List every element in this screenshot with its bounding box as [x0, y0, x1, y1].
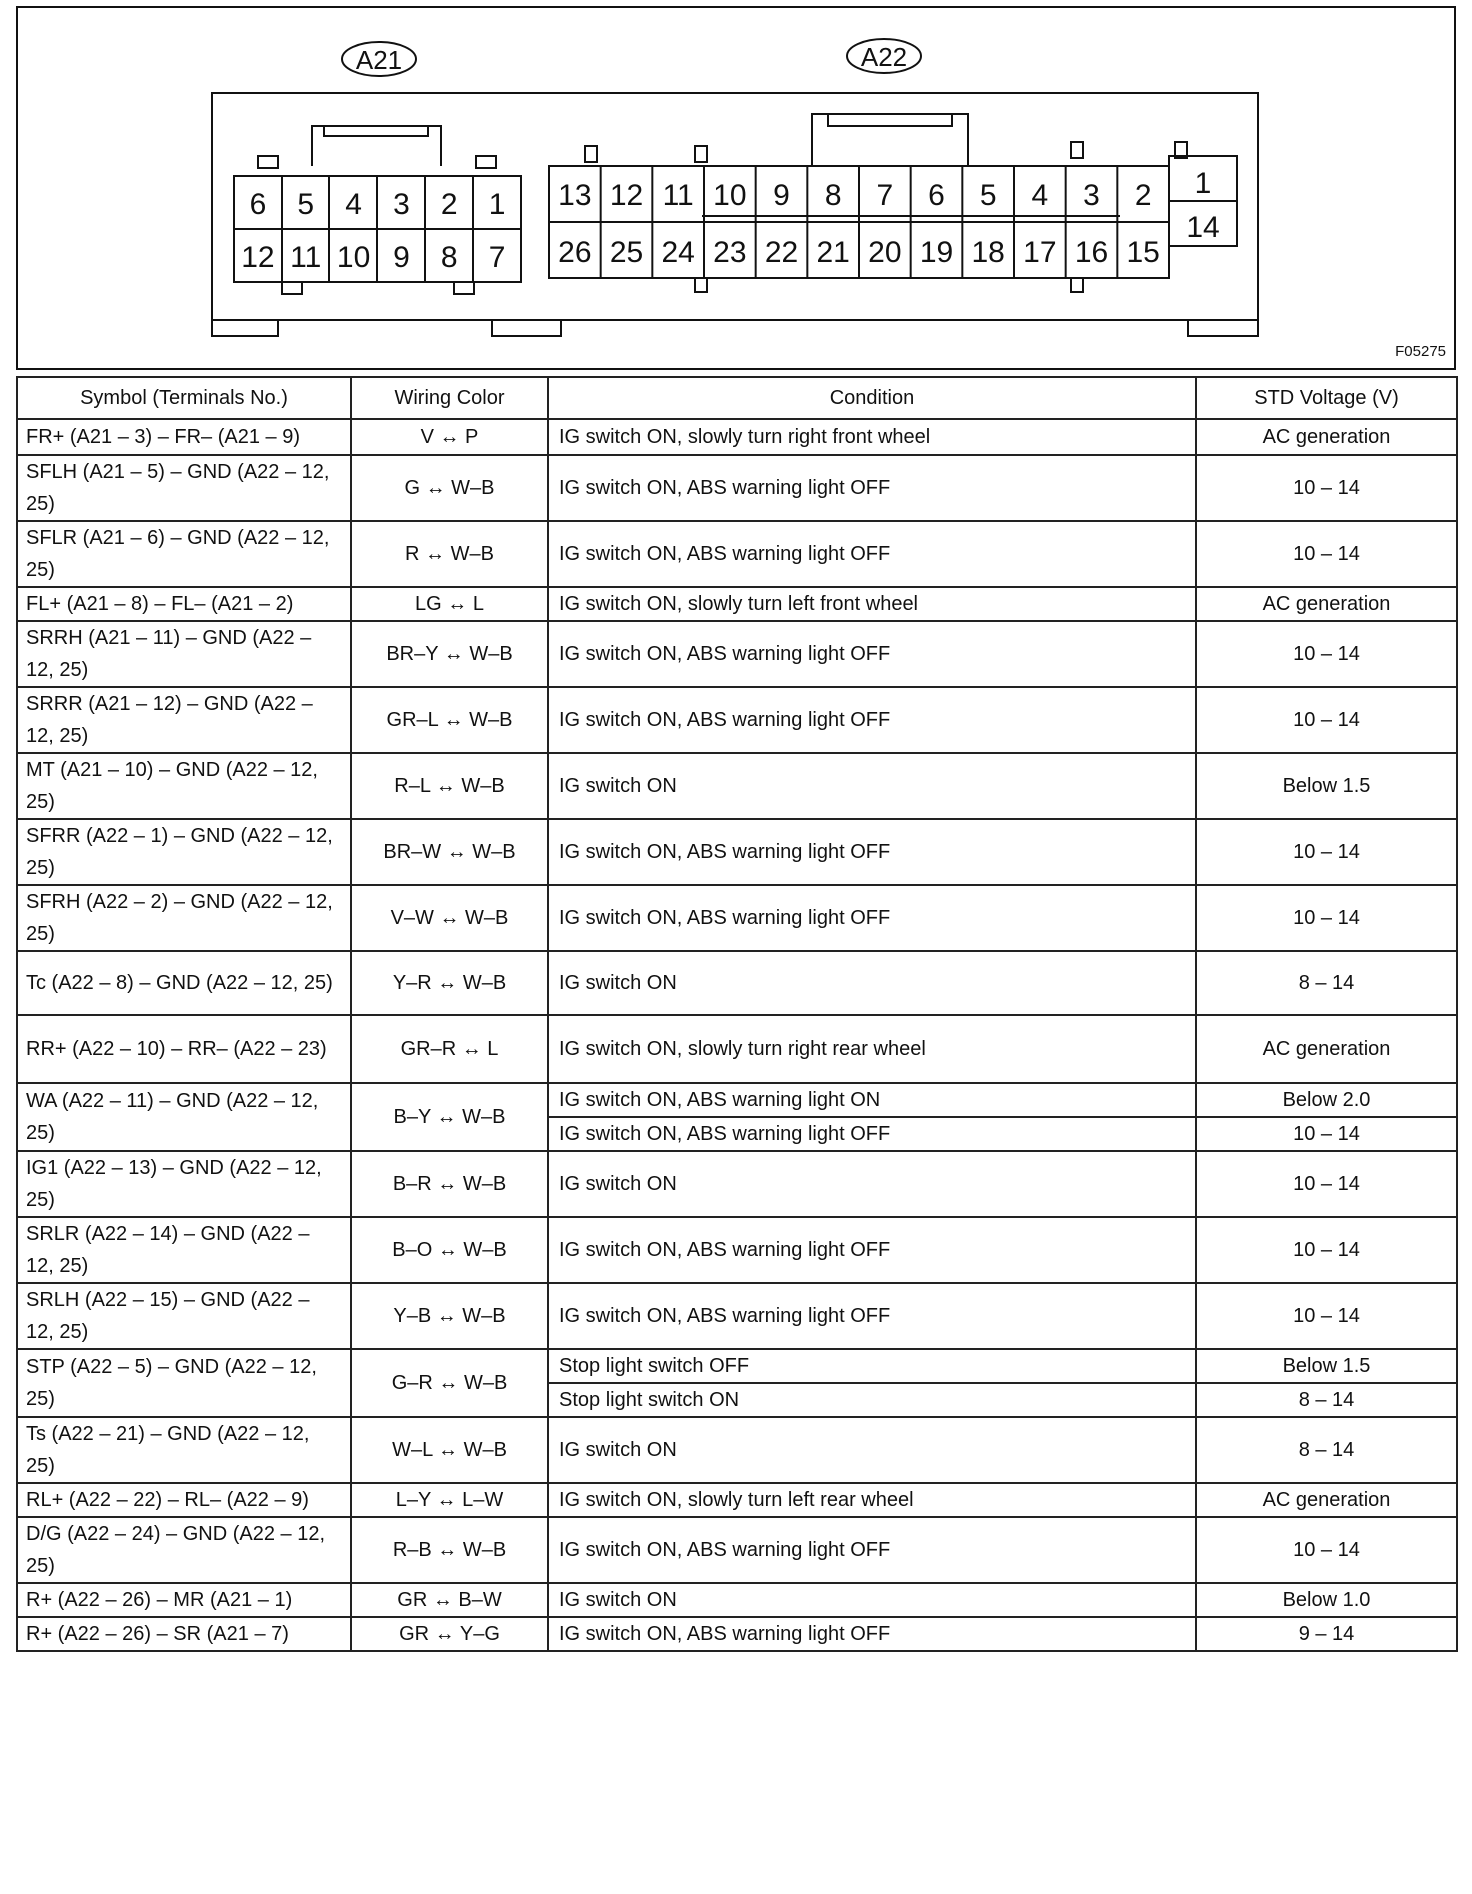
condition-cell: IG switch ON, ABS warning light OFF	[548, 455, 1196, 521]
table-row	[17, 1349, 1457, 1383]
condition-cell: IG switch ON, ABS warning light OFF	[548, 521, 1196, 587]
a22-pin-number: 22	[764, 236, 799, 269]
connector-diagram	[16, 6, 1456, 370]
condition-cell: IG switch ON, slowly turn right rear wheel	[548, 1015, 1196, 1083]
wiring-color-cell: W–L ↔ W–B	[351, 1417, 548, 1483]
connector-drawing	[16, 6, 1456, 370]
condition-cell: IG switch ON, slowly turn left rear wheel	[548, 1483, 1196, 1517]
wiring-color-cell: Y–B ↔ W–B	[351, 1283, 548, 1349]
table-row	[17, 521, 1457, 587]
std-voltage-cell: 10 – 14	[1196, 1151, 1457, 1217]
condition-cell: IG switch ON	[548, 1417, 1196, 1483]
a21-pin-number: 4	[345, 188, 362, 221]
a22-pin-number: 13	[558, 179, 592, 212]
std-voltage-cell: 10 – 14	[1196, 885, 1457, 951]
header-wiring-color: Wiring Color	[351, 377, 548, 419]
a21-pin-number: 8	[440, 241, 458, 274]
condition-cell: IG switch ON, ABS warning light OFF	[548, 687, 1196, 753]
symbol-cell: SRRR (A21 – 12) – GND (A22 – 12, 25)	[17, 687, 351, 753]
table-row	[17, 885, 1457, 951]
wiring-color-cell: G–R ↔ W–B	[351, 1349, 548, 1417]
std-voltage-cell: 8 – 14	[1196, 1383, 1457, 1417]
std-voltage-cell: 10 – 14	[1196, 1117, 1457, 1151]
symbol-cell: FL+ (A21 – 8) – FL– (A21 – 2)	[17, 587, 351, 621]
std-voltage-cell: 10 – 14	[1196, 521, 1457, 587]
symbol-cell: SRLH (A22 – 15) – GND (A22 – 12, 25)	[17, 1283, 351, 1349]
a22-pin-number: 15	[1126, 236, 1160, 269]
a22-pin-number: 16	[1074, 236, 1109, 269]
std-voltage-cell: AC generation	[1196, 419, 1457, 455]
a22-pin-number: 20	[868, 236, 902, 269]
table-row	[17, 753, 1457, 819]
table-row	[17, 1417, 1457, 1483]
table-row	[17, 1151, 1457, 1217]
symbol-cell: R+ (A22 – 26) – MR (A21 – 1)	[17, 1583, 351, 1617]
table-row	[17, 621, 1457, 687]
symbol-cell: SRRH (A21 – 11) – GND (A22 – 12, 25)	[17, 621, 351, 687]
table-row	[17, 587, 1457, 621]
std-voltage-cell: AC generation	[1196, 1015, 1457, 1083]
a21-pin-number: 1	[488, 188, 506, 221]
std-voltage-cell: 8 – 14	[1196, 1417, 1457, 1483]
std-voltage-cell: 10 – 14	[1196, 687, 1457, 753]
symbol-cell: WA (A22 – 11) – GND (A22 – 12, 25)	[17, 1083, 351, 1151]
std-voltage-cell: 8 – 14	[1196, 951, 1457, 1015]
a21-pin-number: 6	[249, 188, 267, 221]
a22-pin-number: 23	[713, 236, 747, 269]
figure-id: F05275	[1395, 343, 1446, 360]
wiring-color-cell: B–Y ↔ W–B	[351, 1083, 548, 1151]
wiring-color-cell: GR ↔ Y–G	[351, 1617, 548, 1651]
symbol-cell: IG1 (A22 – 13) – GND (A22 – 12, 25)	[17, 1151, 351, 1217]
a22-pin-number: 4	[1031, 179, 1049, 212]
table-row	[17, 951, 1457, 1015]
a22-pin-number: 10	[713, 179, 747, 212]
std-voltage-cell: 10 – 14	[1196, 1217, 1457, 1283]
std-voltage-cell: Below 1.0	[1196, 1583, 1457, 1617]
std-voltage-cell: AC generation	[1196, 1483, 1457, 1517]
symbol-cell: SFRH (A22 – 2) – GND (A22 – 12, 25)	[17, 885, 351, 951]
std-voltage-cell: Below 2.0	[1196, 1083, 1457, 1117]
wiring-color-cell: G ↔ W–B	[351, 455, 548, 521]
table-row	[17, 687, 1457, 753]
symbol-cell: R+ (A22 – 26) – SR (A21 – 7)	[17, 1617, 351, 1651]
wiring-color-cell: LG ↔ L	[351, 587, 548, 621]
wiring-color-cell: GR–R ↔ L	[351, 1015, 548, 1083]
a22-pin-number: 6	[928, 179, 945, 212]
symbol-cell: SFLR (A21 – 6) – GND (A22 – 12, 25)	[17, 521, 351, 587]
a22-pin-number: 8	[824, 179, 842, 212]
header-symbol: Symbol (Terminals No.)	[17, 377, 351, 419]
table-row	[17, 1517, 1457, 1583]
table-row	[17, 819, 1457, 885]
condition-cell: IG switch ON	[548, 753, 1196, 819]
wiring-color-cell: GR ↔ B–W	[351, 1583, 548, 1617]
condition-cell: IG switch ON, ABS warning light OFF	[548, 1517, 1196, 1583]
wiring-color-cell: GR–L ↔ W–B	[351, 687, 548, 753]
wiring-color-cell: V ↔ P	[351, 419, 548, 455]
table-row	[17, 455, 1457, 521]
wiring-color-cell: L–Y ↔ L–W	[351, 1483, 548, 1517]
symbol-cell: FR+ (A21 – 3) – FR– (A21 – 9)	[17, 419, 351, 455]
condition-cell: IG switch ON, slowly turn left front wheel	[548, 587, 1196, 621]
symbol-cell: SFRR (A22 – 1) – GND (A22 – 12, 25)	[17, 819, 351, 885]
condition-cell: IG switch ON	[548, 1583, 1196, 1617]
ecu-housing	[212, 93, 1258, 336]
table-body	[17, 419, 1457, 1651]
wiring-color-cell: R ↔ W–B	[351, 521, 548, 587]
table-row	[17, 1015, 1457, 1083]
wiring-color-cell: R–B ↔ W–B	[351, 1517, 548, 1583]
symbol-cell: D/G (A22 – 24) – GND (A22 – 12, 25)	[17, 1517, 351, 1583]
symbol-cell: MT (A21 – 10) – GND (A22 – 12, 25)	[17, 753, 351, 819]
condition-cell: IG switch ON, ABS warning light ON	[548, 1083, 1196, 1117]
a21-pin-number: 9	[393, 241, 410, 274]
std-voltage-cell: 10 – 14	[1196, 455, 1457, 521]
table-row	[17, 1583, 1457, 1617]
wiring-color-cell: BR–Y ↔ W–B	[351, 621, 548, 687]
std-voltage-cell: 10 – 14	[1196, 1517, 1457, 1583]
condition-cell: IG switch ON	[548, 951, 1196, 1015]
a22-pin-number: 11	[662, 179, 694, 212]
a21-pin-numbers	[241, 188, 505, 274]
symbol-cell: RL+ (A22 – 22) – RL– (A22 – 9)	[17, 1483, 351, 1517]
a21-pin-number: 3	[393, 188, 410, 221]
std-voltage-cell: 10 – 14	[1196, 621, 1457, 687]
header-std-voltage: STD Voltage (V)	[1196, 377, 1457, 419]
std-voltage-cell: 9 – 14	[1196, 1617, 1457, 1651]
symbol-cell: STP (A22 – 5) – GND (A22 – 12, 25)	[17, 1349, 351, 1417]
condition-cell: IG switch ON, ABS warning light OFF	[548, 885, 1196, 951]
table-row	[17, 1083, 1457, 1117]
symbol-cell: SFLH (A21 – 5) – GND (A22 – 12, 25)	[17, 455, 351, 521]
table-row	[17, 419, 1457, 455]
wiring-color-cell: B–R ↔ W–B	[351, 1151, 548, 1217]
condition-cell: IG switch ON, ABS warning light OFF	[548, 1283, 1196, 1349]
a22-pin-number: 21	[816, 236, 850, 269]
a22-label: A22	[860, 42, 908, 72]
wiring-color-cell: BR–W ↔ W–B	[351, 819, 548, 885]
table-row	[17, 1483, 1457, 1517]
a22-pin-number: 25	[609, 236, 644, 269]
a22-pin-number: 12	[609, 179, 644, 212]
symbol-cell: Tc (A22 – 8) – GND (A22 – 12, 25)	[17, 951, 351, 1015]
a22-pin-number: 9	[773, 179, 790, 212]
condition-cell: Stop light switch OFF	[548, 1349, 1196, 1383]
table-row	[17, 1283, 1457, 1349]
symbol-cell: RR+ (A22 – 10) – RR– (A22 – 23)	[17, 1015, 351, 1083]
a22-pin-numbers	[558, 167, 1220, 269]
a21-label: A21	[355, 45, 403, 75]
wiring-color-cell: R–L ↔ W–B	[351, 753, 548, 819]
a22-pin-number: 26	[558, 236, 592, 269]
a22-pin-number: 2	[1134, 179, 1152, 212]
wiring-color-cell: B–O ↔ W–B	[351, 1217, 548, 1283]
wiring-color-cell: Y–R ↔ W–B	[351, 951, 548, 1015]
std-voltage-cell: 10 – 14	[1196, 819, 1457, 885]
condition-cell: IG switch ON, ABS warning light OFF	[548, 621, 1196, 687]
a22-pin-number: 14	[1186, 211, 1220, 244]
std-voltage-cell: AC generation	[1196, 587, 1457, 621]
condition-cell: IG switch ON	[548, 1151, 1196, 1217]
a22-pin-number: 7	[876, 179, 894, 212]
a21-pin-number: 7	[488, 241, 506, 274]
a21-pin-number: 10	[336, 241, 371, 274]
a22-pin-number: 1	[1194, 167, 1212, 200]
std-voltage-cell: 10 – 14	[1196, 1283, 1457, 1349]
terminal-voltage-table	[16, 376, 1458, 1652]
a22-pin-number: 19	[919, 236, 954, 269]
a22-pin-number: 3	[1083, 179, 1100, 212]
std-voltage-cell: Below 1.5	[1196, 753, 1457, 819]
condition-cell: IG switch ON, ABS warning light OFF	[548, 1117, 1196, 1151]
a21-pin-number: 5	[297, 188, 315, 221]
condition-cell: IG switch ON, slowly turn right front wheel	[548, 419, 1196, 455]
table-row	[17, 1617, 1457, 1651]
condition-cell: Stop light switch ON	[548, 1383, 1196, 1417]
a21-pin-number: 12	[241, 241, 275, 274]
header-condition: Condition	[548, 377, 1196, 419]
a22-pin-number: 18	[971, 236, 1005, 269]
a21-pin-number: 2	[440, 188, 458, 221]
a22-pin-number: 24	[661, 236, 695, 269]
connector-a21	[234, 42, 521, 294]
symbol-cell: SRLR (A22 – 14) – GND (A22 – 12, 25)	[17, 1217, 351, 1283]
table-header-row	[17, 377, 1457, 419]
symbol-cell: Ts (A22 – 21) – GND (A22 – 12, 25)	[17, 1417, 351, 1483]
condition-cell: IG switch ON, ABS warning light OFF	[548, 819, 1196, 885]
std-voltage-cell: Below 1.5	[1196, 1349, 1457, 1383]
table-row	[17, 1217, 1457, 1283]
wiring-color-cell: V–W ↔ W–B	[351, 885, 548, 951]
condition-cell: IG switch ON, ABS warning light OFF	[548, 1617, 1196, 1651]
condition-cell: IG switch ON, ABS warning light OFF	[548, 1217, 1196, 1283]
a22-pin-number: 17	[1023, 236, 1057, 269]
a21-pin-number: 11	[290, 241, 322, 274]
a22-pin-number: 5	[979, 179, 997, 212]
